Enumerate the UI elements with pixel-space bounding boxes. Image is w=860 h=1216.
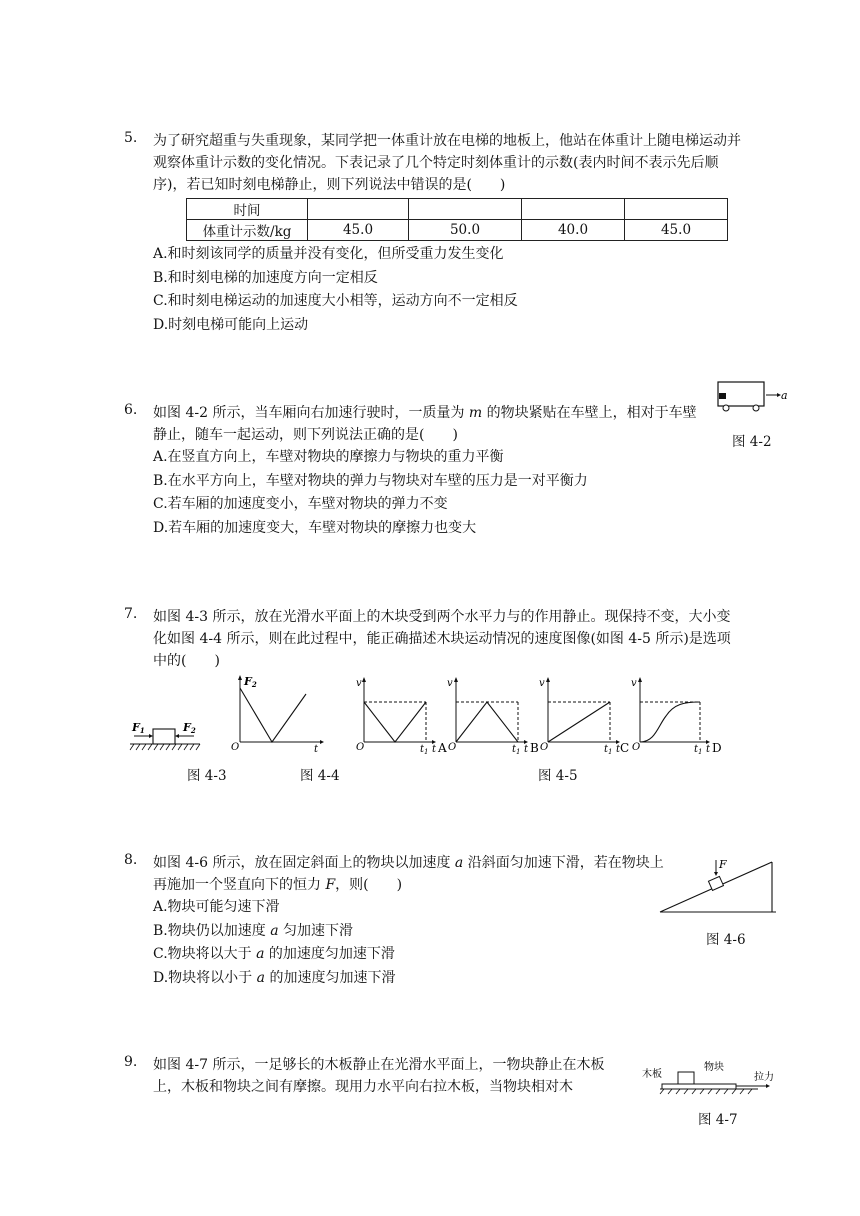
svg-text:v: v (447, 678, 453, 689)
weight-table (186, 198, 728, 241)
option-letter: A (438, 741, 447, 755)
question-7 (124, 606, 744, 672)
question-stem: 如图 4-2 所示，当车厢向右加速行驶时，一质量为 m 的物块紧贴在车壁上，相对于车壁静止，随车一起运动，则下列说法正确的是( ) (153, 405, 697, 443)
accel-label: a (781, 389, 788, 402)
figure-4-6-incline (656, 856, 782, 920)
force-f1-label: F1 (132, 721, 145, 735)
option-a: A.物块可能匀速下滑 (153, 899, 280, 915)
question-number: 6. (124, 402, 138, 418)
svg-text:t1: $t_1$ (420, 744, 429, 756)
figure-caption: 图 4-7 (698, 1112, 738, 1128)
table-cell: 45.0 (308, 220, 409, 241)
block-label: 物块 (704, 1062, 724, 1073)
question-6 (124, 402, 704, 540)
svg-text:v: v (356, 678, 362, 689)
svg-text:O: O (356, 742, 365, 753)
y-axis-label: F2 (244, 675, 257, 689)
svg-text:v: v (539, 678, 545, 689)
option-c: C.物块将以大于 a 的加速度匀加速下滑 (153, 946, 395, 963)
figure-4-5-options (350, 674, 730, 758)
figure-caption: 图 4-6 (706, 932, 746, 948)
svg-text:t1: $t_1$ (604, 744, 613, 756)
table-cell: 50.0 (409, 220, 522, 241)
table-cell: 40.0 (522, 220, 625, 241)
question-number: 8. (124, 852, 138, 868)
force-f-label: F (719, 858, 727, 871)
block-on-wall (719, 393, 726, 399)
question-stem: 为了研究超重与失重现象，某同学把一体重计放在电梯的地板上，他站在体重计上随电梯运动并观察体重计示数的变化情况。下表记录了几个特定时刻体重计的示数(表内时间不表示先后顺序)，若已知时刻电梯静止，则下列说法中错误的是( ) (153, 133, 741, 193)
question-number: 5. (124, 130, 138, 146)
block (678, 1072, 694, 1084)
option-letter: B (530, 741, 539, 755)
x-axis-label: t (314, 744, 319, 752)
question-stem: 如图 4-3 所示，放在光滑水平面上的木块受到两个水平力与的作用静止。现保持不变，大小变化如图 4-4 所示，则在此过程中，能正确描述木块运动情况的速度图像(如图 4-5 所示)是选项中的( ) (153, 609, 731, 669)
option-a: A.和时刻该同学的质量并没有变化，但所受重力发生变化 (153, 246, 504, 262)
svg-text:t: t (706, 744, 711, 755)
svg-text:O: O (540, 742, 549, 753)
figure-4-2-cart (710, 378, 790, 412)
svg-text:v: v (631, 678, 637, 689)
svg-text:t: t (432, 744, 437, 755)
question-9 (124, 1054, 624, 1098)
graph-option-b (447, 677, 539, 756)
wood-block (153, 729, 175, 744)
option-b: B.物块仍以加速度 a 匀加速下滑 (153, 922, 354, 939)
option-c: C.若车厢的加速度变小，车壁对物块的弹力不变 (153, 496, 448, 513)
question-stem: 如图 4-6 所示，放在固定斜面上的物块以加速度 a 沿斜面匀加速下滑，若在物块上再施加一个竖直向下的恒力 F，则( ) (153, 855, 664, 893)
option-c: C.和时刻电梯运动的加速度大小相等，运动方向不一定相反 (153, 293, 518, 310)
table-row (187, 199, 728, 220)
figure-4-3 (128, 716, 204, 756)
option-d: D.物块将以小于 a 的加速度匀加速下滑 (153, 969, 396, 986)
table-header-reading: 体重计示数/kg (187, 220, 308, 241)
graph-option-d (631, 677, 722, 756)
graph-option-c (539, 677, 629, 756)
block-on-incline (708, 876, 723, 890)
svg-text:t: t (524, 744, 529, 755)
option-b: B.在水平方向上，车壁对物块的弹力与物块对车壁的压力是一对平衡力 (153, 472, 588, 489)
figure-caption: 图 4-3 (187, 768, 227, 784)
svg-text:t: t (616, 744, 621, 755)
question-number: 7. (124, 606, 138, 622)
option-letter: D (712, 741, 722, 755)
board-label: 木板 (642, 1069, 662, 1080)
svg-text:O: O (632, 742, 641, 753)
svg-text:t1: $t_1$ (694, 744, 703, 756)
board (662, 1084, 736, 1089)
option-letter: C (620, 741, 630, 755)
figure-caption: 图 4-2 (732, 434, 772, 450)
svg-text:t1: $t_1$ (512, 744, 521, 756)
option-a: A.在竖直方向上，车壁对物块的摩擦力与物块的重力平衡 (153, 449, 504, 465)
table-cell: 45.0 (625, 220, 728, 241)
option-d: D.若车厢的加速度变大，车壁对物块的摩擦力也变大 (153, 519, 477, 536)
figure-caption: 图 4-5 (538, 768, 578, 784)
pull-label: 拉力 (754, 1072, 774, 1083)
force-f2-label: F2 (183, 721, 196, 735)
figure-caption: 图 4-4 (300, 768, 340, 784)
table-row (187, 220, 728, 241)
option-d: D.时刻电梯可能向上运动 (153, 316, 309, 333)
graph-option-a (356, 677, 447, 756)
option-b: B.和时刻电梯的加速度方向一定相反 (153, 269, 378, 286)
figure-4-4-graph (228, 672, 326, 752)
svg-text:O: O (448, 742, 457, 753)
question-number: 9. (124, 1054, 138, 1070)
origin-label: O (231, 742, 240, 752)
figure-4-7-board (640, 1058, 780, 1098)
table-header-time: 时间 (187, 199, 308, 220)
question-5 (124, 130, 744, 337)
question-8 (124, 852, 664, 990)
question-stem: 如图 4-7 所示，一足够长的木板静止在光滑水平面上，一物块静止在木板上，木板和物块之间有摩擦。现用力水平向右拉木板，当物块相对木 (153, 1057, 605, 1095)
